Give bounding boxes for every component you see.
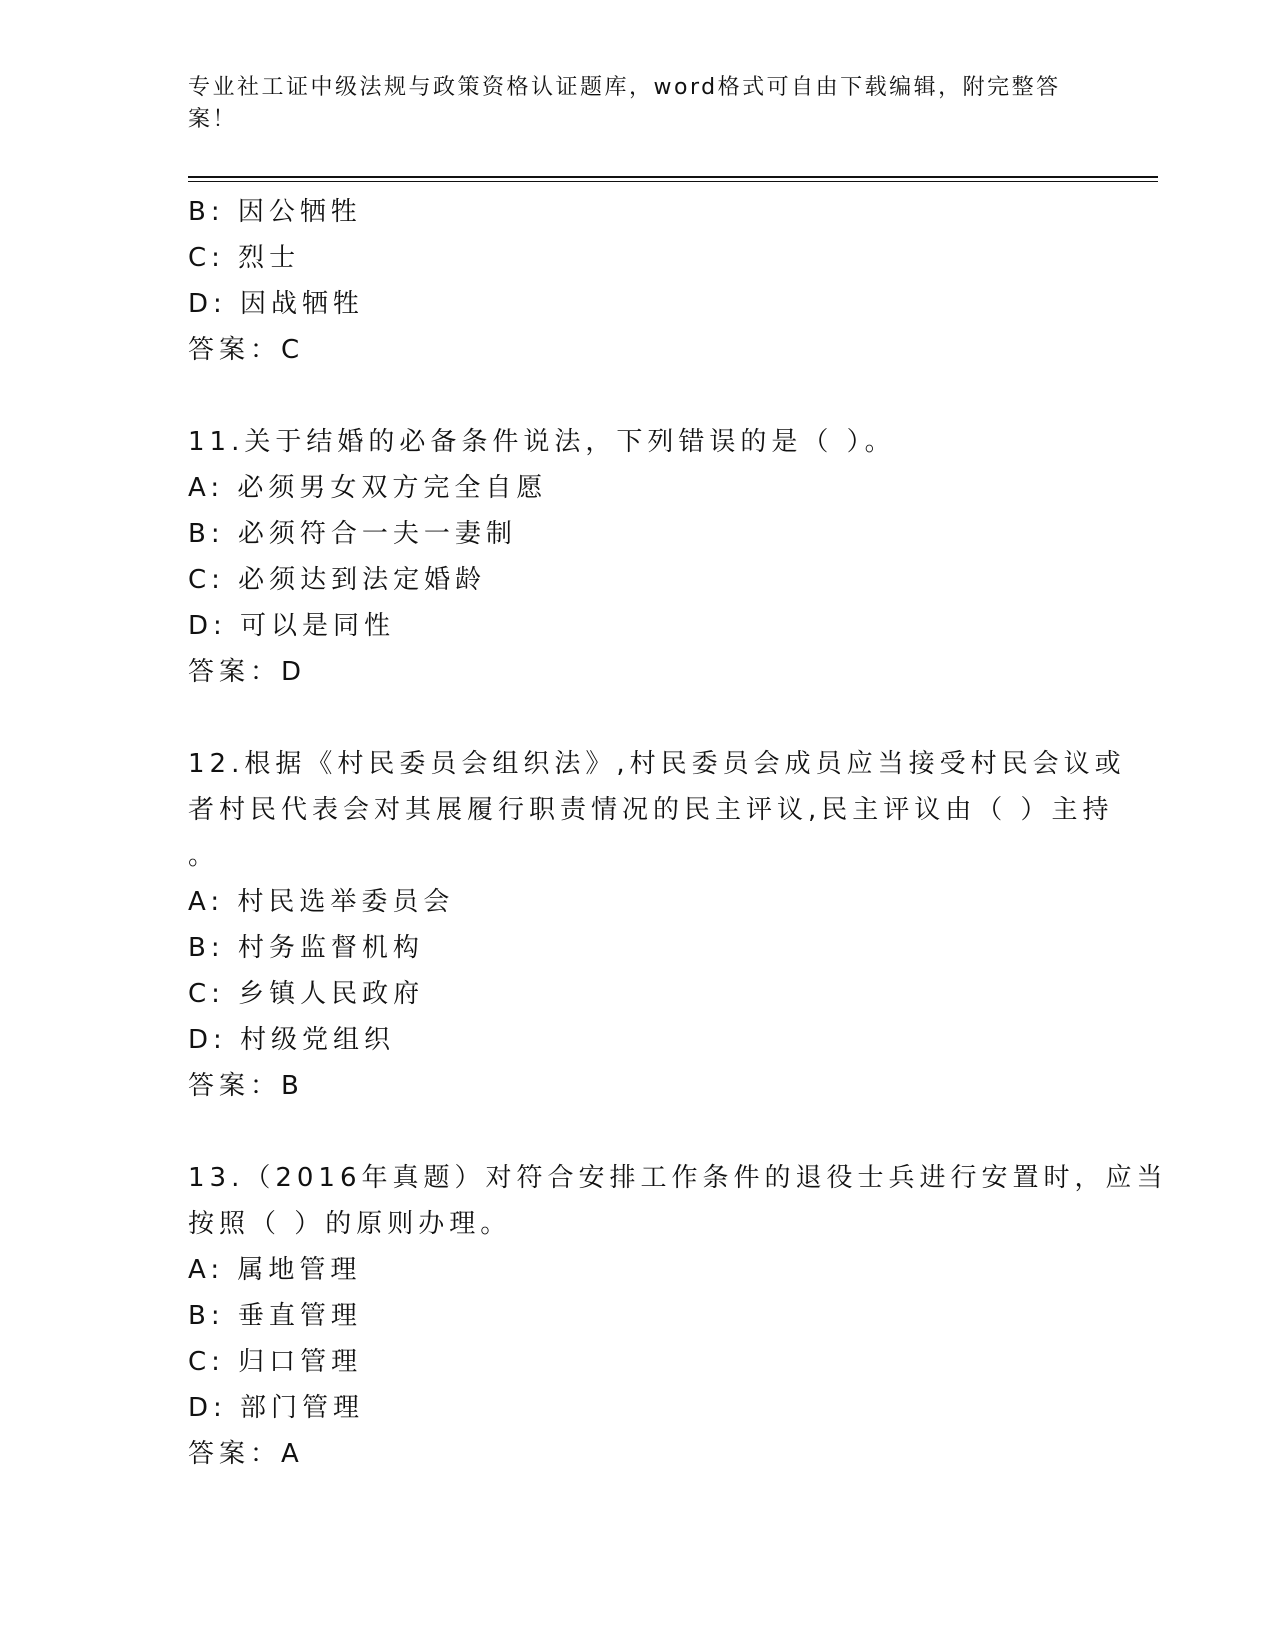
option-b: B: 村务监督机构 [188, 933, 424, 963]
question-content [188, 189, 1168, 1477]
spacer [188, 1109, 1088, 1155]
answer-line: 答案：C [188, 335, 305, 365]
answer-line: 答案：B [188, 1071, 304, 1101]
question-stem: 11.关于结婚的必备条件说法，下列错误的是（ ）。 [188, 427, 896, 457]
question-stem-line-2: 按照（ ）的原则办理。 [188, 1209, 512, 1239]
option-d: D: 村级党组织 [188, 1025, 396, 1055]
question-stem-line-1: 13.（2016年真题）对符合安排工作条件的退役士兵进行安置时，应当 [188, 1163, 1168, 1193]
question-12-block [188, 741, 1126, 1109]
question-stem-line-2: 者村民代表会对其展履行职责情况的民主评议,民主评议由（ ）主持 [188, 795, 1114, 825]
option-d: D: 可以是同性 [188, 611, 396, 641]
option-b: B: 垂直管理 [188, 1301, 362, 1331]
answer-line: 答案：A [188, 1439, 304, 1469]
option-a: A: 必须男女双方完全自愿 [188, 473, 548, 503]
question-13-block [188, 1155, 1168, 1477]
header-line-2: 案！ [188, 107, 238, 132]
option-d: D: 部门管理 [188, 1393, 365, 1423]
option-d: D: 因战牺牲 [188, 289, 365, 319]
option-c: C: 必须达到法定婚龄 [188, 565, 487, 595]
option-c: C: 乡镇人民政府 [188, 979, 425, 1009]
question-10-block [188, 189, 1088, 373]
question-stem-line-1: 12.根据《村民委员会组织法》,村民委员会成员应当接受村民会议或 [188, 749, 1126, 779]
page-header [188, 72, 1068, 136]
option-c: C: 烈士 [188, 243, 301, 273]
option-b: B: 必须符合一夫一妻制 [188, 519, 517, 549]
option-c: C: 归口管理 [188, 1347, 363, 1377]
header-divider-thick [188, 176, 1158, 178]
option-a: A: 属地管理 [188, 1255, 362, 1285]
answer-line: 答案：D [188, 657, 307, 687]
spacer [188, 695, 1088, 741]
question-11-block [188, 419, 1088, 695]
header-divider-thin [188, 181, 1158, 182]
option-b: B: 因公牺牲 [188, 197, 362, 227]
option-a: A: 村民选举委员会 [188, 887, 455, 917]
header-line-1: 专业社工证中级法规与政策资格认证题库，word格式可自由下载编辑，附完整答 [188, 75, 1061, 100]
spacer [188, 373, 1088, 419]
question-stem-line-3: 。 [188, 841, 220, 871]
